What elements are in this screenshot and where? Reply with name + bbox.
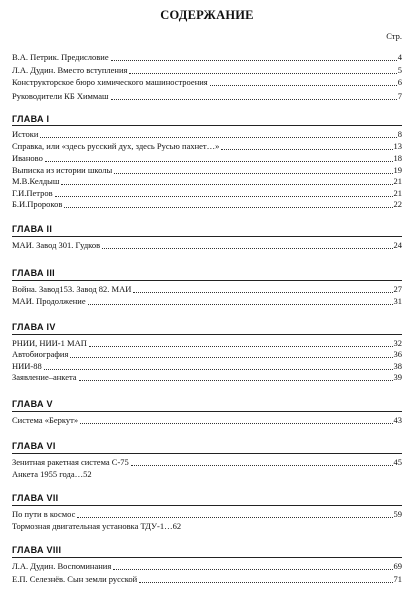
toc-entry-page: 4	[397, 52, 402, 62]
dot-leader	[113, 568, 392, 570]
dot-leader	[111, 98, 397, 100]
dot-leader	[64, 206, 392, 208]
toc-entry-title: Выписка из истории школы	[12, 165, 113, 175]
toc-entry	[12, 141, 402, 152]
toc-entry	[12, 52, 402, 63]
toc-entry-title: Е.П. Селезнёв. Сын земли русской	[12, 574, 138, 584]
chapter-divider	[12, 557, 402, 558]
toc-entry	[12, 199, 402, 210]
toc-entry	[12, 240, 402, 251]
dot-leader	[131, 464, 393, 466]
toc-entry-page: 7	[397, 91, 402, 101]
dot-leader	[80, 422, 392, 424]
toc-entry	[12, 469, 402, 480]
toc-entry-title: Г.И.Петров	[12, 188, 53, 198]
dot-leader	[45, 160, 393, 162]
dot-leader	[61, 183, 392, 185]
chapter-divider	[12, 125, 402, 126]
page-column-header: Стр.	[386, 31, 402, 41]
dot-leader	[102, 247, 392, 249]
toc-entry	[12, 188, 402, 199]
toc-entry	[12, 574, 402, 585]
toc-entry	[12, 77, 402, 88]
toc-entry-page: 13	[393, 141, 402, 151]
toc-entry	[12, 457, 402, 468]
toc-entry	[12, 129, 402, 140]
toc-entry	[12, 521, 402, 532]
chapter-heading: ГЛАВА I	[12, 114, 50, 124]
dot-leader	[221, 148, 392, 150]
toc-entry-page: 21	[393, 188, 402, 198]
toc-entry-title: Справка, или «здесь русский дух, здесь Русью пахнет…»	[12, 141, 220, 151]
toc-entry-title: В.А. Петрик. Предисловие	[12, 52, 109, 62]
dot-leader	[88, 303, 393, 305]
dot-leader	[55, 195, 393, 197]
chapter-divider	[12, 411, 402, 412]
chapter-divider	[12, 505, 402, 506]
toc-entry	[12, 91, 402, 102]
toc-entry-title: Тормозная двигательная установка ТДУ-1…62	[12, 521, 182, 531]
toc-entry-page: 43	[393, 415, 402, 425]
chapter-divider	[12, 280, 402, 281]
dot-leader	[139, 581, 392, 583]
chapter-heading: ГЛАВА II	[12, 224, 53, 234]
toc-entry-title: Руководители КБ Химмаш	[12, 91, 109, 101]
toc-entry-page: 8	[397, 129, 402, 139]
dot-leader	[89, 345, 393, 347]
toc-entry-title: М.В.Келдыш	[12, 176, 60, 186]
chapter-divider	[12, 236, 402, 237]
dot-leader	[129, 72, 396, 74]
toc-entry-page: 19	[393, 165, 402, 175]
toc-entry-title: МАИ. Завод 301. Гудков	[12, 240, 101, 250]
toc-entry-title: Иваново	[12, 153, 43, 163]
dot-leader	[70, 356, 392, 358]
toc-entry-title: Заявление–анкета	[12, 372, 77, 382]
toc-entry-page: 22	[393, 199, 402, 209]
toc-entry-title: Зенитная ракетная система С-75	[12, 457, 129, 467]
toc-entry	[12, 296, 402, 307]
toc-entry	[12, 509, 402, 520]
toc-entry-title: РНИИ, НИИ-1 МАП	[12, 338, 87, 348]
dot-leader	[114, 172, 392, 174]
toc-entry-page: 36	[393, 349, 402, 359]
toc-entry	[12, 165, 402, 176]
toc-entry-page: 32	[393, 338, 402, 348]
chapter-heading: ГЛАВА VI	[12, 441, 56, 451]
toc-entry	[12, 176, 402, 187]
toc-entry	[12, 65, 402, 76]
toc-entry-page: 39	[393, 372, 402, 382]
chapter-heading: ГЛАВА VIII	[12, 545, 62, 555]
toc-entry-title: Л.А. Дудин. Воспоминания	[12, 561, 112, 571]
toc-entry-title: Система «Беркут»	[12, 415, 79, 425]
toc-entry-title: Война. Завод153. Завод 82. МАИ	[12, 284, 132, 294]
dot-leader	[77, 516, 392, 518]
chapter-heading: ГЛАВА VII	[12, 493, 59, 503]
toc-entry	[12, 415, 402, 426]
toc-entry-title: НИИ-88	[12, 361, 42, 371]
toc-entry-title: МАИ. Продолжение	[12, 296, 86, 306]
toc-entry	[12, 153, 402, 164]
dot-leader	[40, 136, 396, 138]
toc-entry-page: 45	[393, 457, 402, 467]
toc-entry	[12, 561, 402, 572]
chapter-heading: ГЛАВА V	[12, 399, 53, 409]
toc-entry-title: Конструкторское бюро химического машиностроения	[12, 77, 208, 87]
dot-leader	[210, 84, 397, 86]
chapter-heading: ГЛАВА III	[12, 268, 55, 278]
toc-entry-page: 71	[393, 574, 402, 584]
dot-leader	[79, 379, 393, 381]
toc-entry	[12, 284, 402, 295]
dot-leader	[44, 368, 393, 370]
toc-entry	[12, 372, 402, 383]
chapter-divider	[12, 334, 402, 335]
toc-entry-page: 27	[393, 284, 402, 294]
toc-entry-title: Л.А. Дудин. Вместо вступления	[12, 65, 128, 75]
toc-entry-page: 6	[397, 77, 402, 87]
toc-entry-page: 18	[393, 153, 402, 163]
chapter-heading: ГЛАВА IV	[12, 322, 56, 332]
toc-entry-title: Истоки	[12, 129, 39, 139]
toc-entry	[12, 338, 402, 349]
toc-entry-title: По пути в космос	[12, 509, 76, 519]
toc-entry-page: 5	[397, 65, 402, 75]
toc-entry-page: 59	[393, 509, 402, 519]
dot-leader	[111, 59, 397, 61]
toc-entry-page: 31	[393, 296, 402, 306]
toc-entry	[12, 361, 402, 372]
page-title: СОДЕРЖАНИЕ	[160, 8, 254, 22]
toc-entry-title: Автобиография	[12, 349, 69, 359]
toc-entry	[12, 349, 402, 360]
toc-entry-page: 38	[393, 361, 402, 371]
toc-entry-title: Анкета 1955 года…52	[12, 469, 92, 479]
toc-entry-page: 21	[393, 176, 402, 186]
toc-entry-title: Б.И.Пророков	[12, 199, 63, 209]
toc-entry-page: 24	[393, 240, 402, 250]
dot-leader	[133, 291, 392, 293]
chapter-divider	[12, 453, 402, 454]
toc-entry-page: 69	[393, 561, 402, 571]
